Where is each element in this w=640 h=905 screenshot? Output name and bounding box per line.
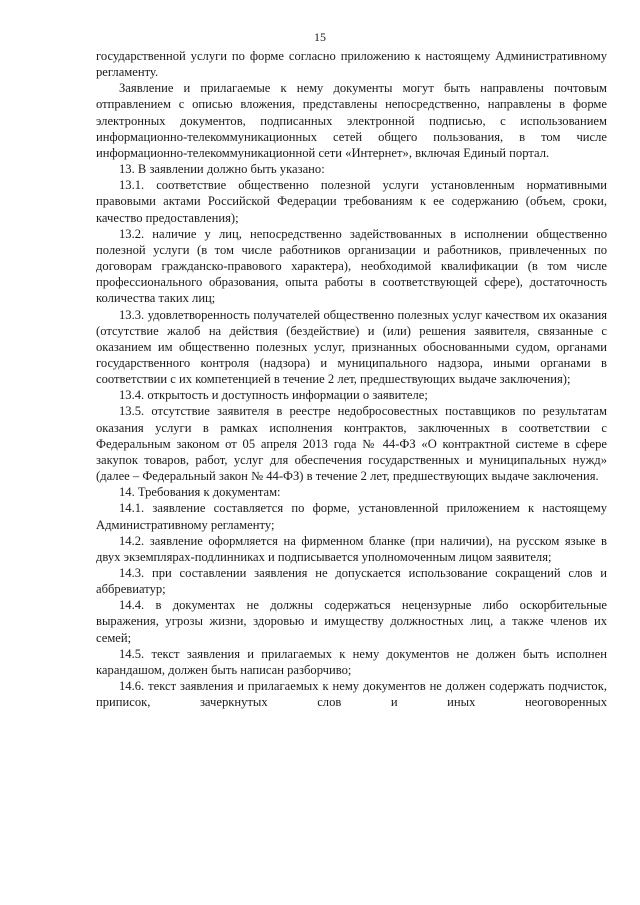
paragraph-14-3: 14.3. при составлении заявления не допускается использование сокращений слов и аббревиатур;	[96, 566, 607, 597]
document-body	[96, 48, 607, 710]
paragraph-14-2: 14.2. заявление оформляется на фирменном бланке (при наличии), на русском языке в двух экземплярах-подлинниках и подписывается уполномоченным лицом заявителя;	[96, 533, 607, 564]
paragraph-14-6: 14.6. текст заявления и прилагаемых к нему документов не должен содержать подчисток, приписок, зачеркнутых слов и иных неоговоренных	[96, 679, 607, 710]
paragraph-13-5: 13.5. отсутствие заявителя в реестре недобросовестных поставщиков по результатам оказания услуги в рамках исполнения контрактов, заключенных в соответствии с Федеральным законом от 05 апреля 2013 года № 44-ФЗ «О контрактной системе в сфере закупок товаров, работ, услуг для обеспечения государственных и муниципальных нужд» (далее – Федеральный закон № 44-ФЗ) в течение 2 лет, предшествующих выдаче заключения.	[96, 404, 607, 484]
page-number: 15	[314, 30, 326, 44]
paragraph-14-5: 14.5. текст заявления и прилагаемых к нему документов не должен быть исполнен карандашом, должен быть написан разборчиво;	[96, 646, 607, 677]
paragraph-14-4: 14.4. в документах не должны содержаться нецензурные либо оскорбительные выражения, угрозы жизни, здоровью и имуществу должностных лиц, а также членов их семей;	[96, 598, 607, 645]
paragraph-13-4: 13.4. открытость и доступность информации о заявителе;	[119, 388, 428, 403]
paragraph-14-heading: 14. Требования к документам:	[119, 485, 281, 500]
paragraph-13-2: 13.2. наличие у лиц, непосредственно задействованных в исполнении общественно полезной услуги (в том числе работников организации и работников, привлеченных по договорам гражданско-правового характера), необходимой квалификации (в том числе профессионального образования, опыта работы в соответствующей сфере), достаточность количества таких лиц;	[96, 226, 607, 306]
paragraph-13-1: 13.1. соответствие общественно полезной услуги установленным нормативными правовыми актами Российской Федерации требованиям к ее содержанию (объем, сроки, качество предоставления);	[96, 178, 607, 225]
paragraph-13-heading: 13. В заявлении должно быть указано:	[119, 162, 325, 177]
paragraph-continuation: государственной услуги по форме согласно приложению к настоящему Административному регламенту.	[96, 49, 607, 80]
paragraph-13-3: 13.3. удовлетворенность получателей общественно полезных услуг качеством их оказания (отсутствие жалоб на действия (бездействие) и (или) решения заявителя, связанные с оказанием им общественно полезных услуг, признанных обоснованными судом, органами государственного контроля (надзора) и муниципального надзора, иными органами в соответствии с их компетенцией в течение 2 лет, предшествующих выдаче заключения);	[96, 307, 607, 387]
paragraph-submission-methods: Заявление и прилагаемые к нему документы могут быть направлены почтовым отправлением с описью вложения, представлены непосредственно, направлены в форме электронных документов, подписанных электронной подписью, с использованием информационно-телекоммуникационных сетей общего пользования, в том числе информационно-телекоммуникационной сети «Интернет», включая Единый портал.	[96, 81, 607, 160]
paragraph-14-1: 14.1. заявление составляется по форме, установленной приложением к настоящему Административному регламенту;	[96, 501, 607, 532]
